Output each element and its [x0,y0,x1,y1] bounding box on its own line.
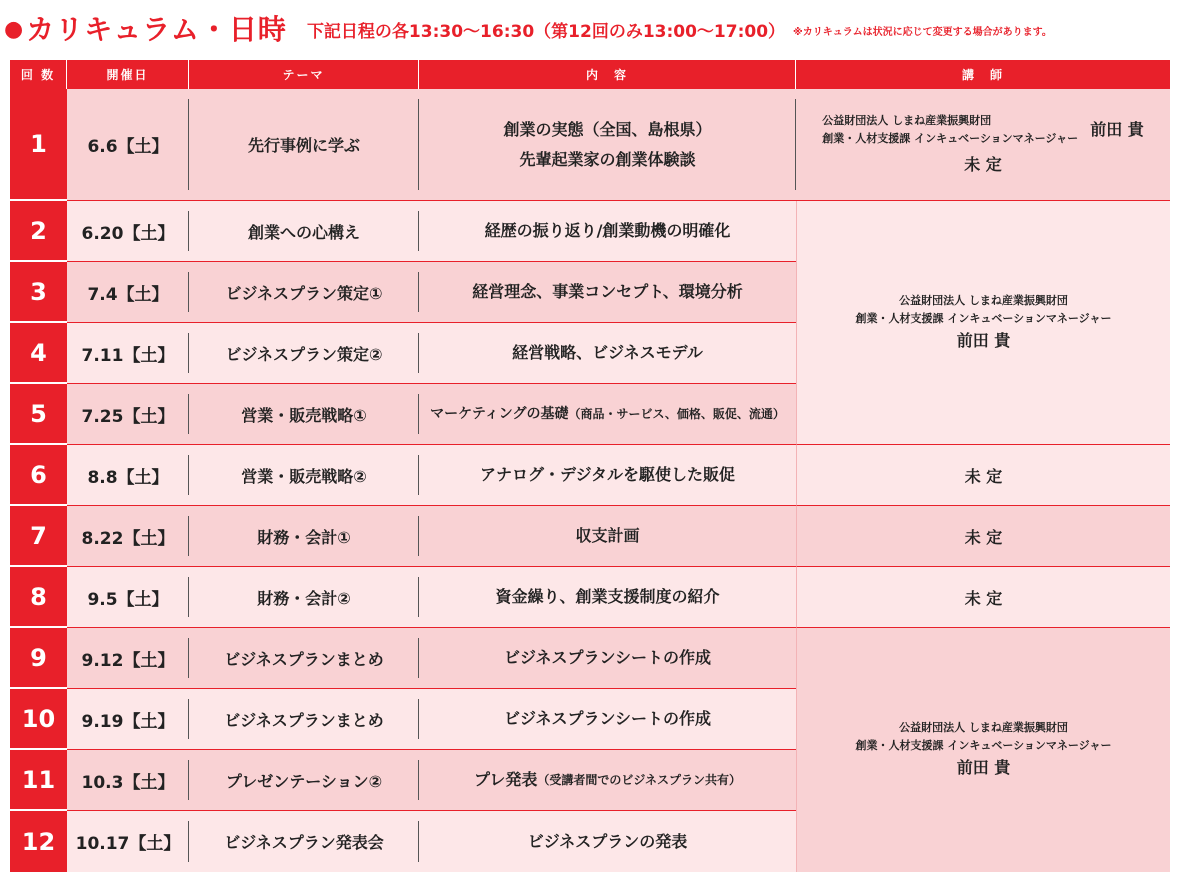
curriculum-table [10,60,1170,871]
session-content: ビジネスプランシートの作成 [419,689,796,750]
session-theme: ビジネスプランまとめ [189,689,419,750]
session-theme: 営業・販売戦略① [189,384,419,445]
session-content [419,384,796,445]
session-date: 10.3【土】 [67,750,189,811]
session-date: 9.19【土】 [67,689,189,750]
bullet-icon: ● [4,17,25,42]
session-date: 8.8【土】 [67,445,189,506]
instructor-name: 前田 貴 [1090,119,1144,139]
content-main: マーケティングの基礎 [430,406,569,422]
session-content: 経営戦略、ビジネスモデル [419,323,796,384]
session-date: 6.6【土】 [67,89,189,201]
schedule-text: 下記日程の各13:30〜16:30（第12回のみ13:00〜17:00） [306,22,786,42]
instructor-tbd: 未 定 [796,506,1170,567]
instructor-cell [796,89,1170,201]
session-content: ビジネスプランの発表 [419,811,796,872]
session-number: 12 [10,811,67,872]
session-theme: ビジネスプラン発表会 [189,811,419,872]
session-number: 11 [10,750,67,811]
session-number: 10 [10,689,67,750]
col-header-content: 内 容 [419,60,796,89]
session-date: 9.5【土】 [67,567,189,628]
instructor-name: 前田 貴 [956,758,1011,777]
session-theme: ビジネスプラン策定① [189,262,419,323]
session-date: 7.4【土】 [67,262,189,323]
session-theme: 先行事例に学ぶ [189,89,419,201]
session-content [419,750,796,811]
session-number: 4 [10,323,67,384]
session-number: 1 [10,89,67,201]
instructor-tbd: 未 定 [796,567,1170,628]
title-text: カリキュラム・日時 [26,13,287,46]
session-content: 経歴の振り返り/創業動機の明確化 [419,201,796,262]
content-detail: （商品・サービス、価格、販促、流通） [568,407,785,421]
page-header [4,4,1195,48]
session-date: 7.25【土】 [67,384,189,445]
col-header-date: 開催日 [67,60,189,89]
session-theme: ビジネスプラン策定② [189,323,419,384]
instructor-cell [796,201,1170,445]
session-theme: 財務・会計① [189,506,419,567]
instructor-cell [796,628,1170,872]
session-content: 収支計画 [419,506,796,567]
session-date: 6.20【土】 [67,201,189,262]
instructor-tbd: 未 定 [964,154,1002,174]
session-number: 2 [10,201,67,262]
session-number: 6 [10,445,67,506]
session-content: アナログ・デジタルを駆使した販促 [419,445,796,506]
instructor-org: 公益財団法人 しまね産業振興財団 [899,293,1068,307]
col-header-theme: テーマ [189,60,419,89]
session-number: 5 [10,384,67,445]
col-header-no: 回 数 [10,60,67,89]
instructor-tbd: 未 定 [796,445,1170,506]
session-theme: 財務・会計② [189,567,419,628]
session-theme: 営業・販売戦略② [189,445,419,506]
curriculum-note: ※カリキュラムは状況に応じて変更する場合があります。 [793,27,1052,38]
instructor-org: 公益財団法人 しまね産業振興財団 [822,113,992,127]
session-theme: 創業への心構え [189,201,419,262]
session-date: 7.11【土】 [67,323,189,384]
content-detail: （受講者間でのビジネスプラン共有） [537,773,742,787]
content-line: 創業の実態（全国、島根県） [503,119,712,139]
session-content: 資金繰り、創業支援制度の紹介 [419,567,796,628]
session-content [419,89,796,201]
instructor-dept: 創業・人材支援課 インキュベーションマネージャー [855,311,1112,325]
session-number: 9 [10,628,67,689]
instructor-org-block [822,112,1144,148]
instructor-org: 公益財団法人 しまね産業振興財団 [899,721,1068,734]
content-main: プレ発表 [473,770,538,789]
session-content: ビジネスプランシートの作成 [419,628,796,689]
page-title [4,12,287,48]
session-number: 3 [10,262,67,323]
instructor-dept: 創業・人材支援課 インキュベーションマネージャー [822,131,1079,145]
col-header-instructor: 講 師 [796,60,1170,89]
session-theme: プレゼンテーション② [189,750,419,811]
session-date: 10.17【土】 [67,811,189,872]
instructor-name: 前田 貴 [956,330,1011,350]
session-number: 8 [10,567,67,628]
session-date: 9.12【土】 [67,628,189,689]
session-number: 7 [10,506,67,567]
session-date: 8.22【土】 [67,506,189,567]
session-content: 経営理念、事業コンセプト、環境分析 [419,262,796,323]
session-theme: ビジネスプランまとめ [189,628,419,689]
instructor-dept: 創業・人材支援課 インキュベーションマネージャー [855,739,1112,752]
content-line: 先輩起業家の創業体験談 [519,149,696,169]
